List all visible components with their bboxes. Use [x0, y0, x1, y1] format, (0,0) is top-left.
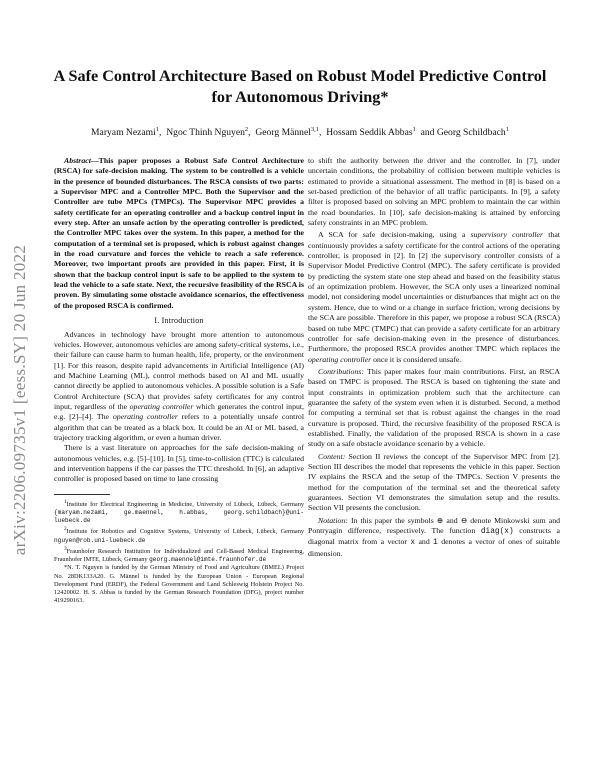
author: Maryam Nezami$^1$ — [91, 126, 160, 139]
left-column — [54, 156, 304, 605]
paper-title — [40, 66, 560, 108]
body-paragraph-sca: A SCA for safe decision-making, using a supervisory controller that continuously provides a safety certificate for the control actions of the operating controller, is proposed in [2]. In [2] the supervisory controller consists of a Supervisor Model Predictive Control (MPC). The safety certificate is provided by predicting the system state one step ahead and based on the feasibility status of an optimization problem. However, the SCA only uses a linearized nominal model, not considering model uncertainties or disturbances that might act on the system. Hence, due to wind or a change in surface friction, wrong decisions by the SCA are possible. Therefore in this paper, we propose a robust SCA (RSCA) based on tube MPC (TMPC) that can provide a safety certificate for an arbitrary controller for safe decision-making even in the presence of disturbances. Furthermore, the proposed RSCA provides another TMPC which replaces the operating controller once it is considered unsafe. — [308, 230, 560, 364]
abstract-text: —This paper proposes a Robust Safe Control Architecture (RSCA) for safe-decision making. The system to be controlled is a vehicle in the presence of bounded disturbances. The RSCA consists of two parts: a Supervisor MPC and a Controller MPC. Both the Supervisor and the Controller are tube MPCs (TMPCs). The Supervisor MPC provides a safety certificate for an operating controller and a backup control input in every step. After an unsafe action by the operating controller is predicted, the Controller MPC takes over the system. In this paper, a method for the computation of a terminal set is proposed, which is robust against changes in the road curvature and forces the vehicle to reach a safe reference. Moreover, two important proofs are provided in this paper. First, it is shown that the backup control input is safe to be applied to the system to lead the vehicle to a safe state. Next, the recursive feasibility of the RSCA is proven. By simulating some obstacle avoidance scenarios, the effectiveness of the proposed RSCA is confirmed. — [54, 156, 304, 310]
author: Hossam Seddik Abbas$^1$ — [326, 126, 416, 139]
abstract — [54, 156, 304, 311]
intro-paragraph-2: There is a vast literature on approaches for the safe decision-making of autonomous vehicles, e.g. [5]–[10]. In [5], time-to-collision (TTC) is calculated and intervention happens if the car passes the TTC threshold. In [6], an adaptive controller is proposed based on time to lane crossing — [54, 443, 304, 484]
content-paragraph: Content: Section II reviews the concept of the Supervisor MPC from [2]. Section III describes the model that represents the vehicle in this paper. Section IV explains the RSCA and the setup of the TMPCs. Section V presents the method for the computation of the terminal set and the theoretical safety guarantees. Section VI demonstrates the simulation setup and the results. Section VII presents the conclusion. — [308, 451, 560, 513]
title-line-1: A Safe Control Architecture Based on Robust Model Predictive Control — [53, 67, 547, 85]
footnote-divider — [54, 494, 110, 495]
footnote-2: $^2$Institute for Robotics and Cognitive Systems, University of Lübeck, Lübeck, Germany nguyen@rob.uni-luebeck.de — [54, 526, 304, 544]
author: and Georg Schildbach$^1$ — [420, 126, 509, 139]
contributions-paragraph: Contributions: This paper makes four main contributions. First, an RSCA based on TMPC is proposed. The RSCA is based on tightening the state and input constraints in optimization problem such that the architecture can guarantee the safety of the system even when it is disturbed. Second, a method for computing a terminal set that is robust against the changes in the road curvature is proposed. Third, the recursive feasibility of the proposed RSCA is established. Finally, the validation of the proposed RSCA is shown in a case study on a safe obstacle avoidance scenario by a vehicle. — [308, 366, 560, 449]
body-paragraph-continued: to shift the authority between the driver and the controller. In [7], under uncertain conditions, the probability of collision between multiple vehicles is estimated to provide a situational assessment. The method in [8] is based on a set-based prediction of the behavior of all traffic participants. In [9], a safety filter is proposed based on solving an MPC problem to maintain the car within the road boundaries. In [10], safe decision-making is attained by enforcing safety constraints in an MPC problem. — [308, 156, 560, 228]
contributions-label: Contributions: — [318, 366, 364, 376]
title-line-2: for Autonomous Driving* — [211, 88, 389, 106]
author: Georg Männel$^{3,1}$ — [255, 126, 320, 139]
right-column — [308, 156, 560, 559]
section-heading-introduction: I. Introduction — [154, 316, 204, 326]
arxiv-stamp — [10, 220, 30, 580]
author: Ngoc Thinh Nguyen$^2$ — [166, 126, 249, 139]
footnote-3: $^3$Fraunhofer Research Institution for Individualized and Cell-Based Medical Engineering, Fraunhofer IMTE, Lübeck, Germany georg.maennel@imte.fraunhofer.de — [54, 545, 304, 564]
footnote-1: $^1$Institute for Electrical Engineering in Medicine, University of Lübeck, Lübeck, Germany {maryam.nezami, ge.maennel, h.abbas, georg.schildbach}@uni-luebeck.de — [54, 498, 304, 525]
arxiv-stamp-text: arXiv:2206.09735v1 [eess.SY] 20 Jun 2022 — [10, 244, 29, 556]
notation-label: Notation: — [318, 515, 348, 525]
intro-paragraph-1: Advances in technology have brought more attention to autonomous vehicles. However, autonomous vehicles are among safety-critical systems, i.e., their failure can cause harm to human health, life, property, or the environment [1]. For this reason, despite rapid advancements in Artificial Intelligence (AI) and Machine Learning (ML), control methods based on AI and ML usually cannot directly be applied to autonomous vehicles. A possible solution is a Safe Control Architecture (SCA) that provides safety certificates for any control input, regardless of the operating controller which generates the control input, e.g. [2]–[4]. The operating controller refers to a potentially unsafe control algorithm that can be treated as a black box. It could be an AI or ML based, a trajectory tracking algorithm, or even a human driver. — [54, 329, 304, 442]
author-list: Maryam Nezami$^1$, Ngoc Thinh Nguyen$^2$, Georg Männel$^{3,1}$, Hossam Seddik Abbas$^1$ and Georg Schildbach$^1$ — [91, 126, 509, 139]
content-label: Content: — [318, 451, 346, 461]
abstract-label: Abstract — [64, 156, 91, 165]
footnote-funding: *N. T. Nguyen is funded by the German Ministry of Food and Agriculture (BMEL) Project No. 28DK133A20. G. Männel is funded by the European Union - European Regional Development Fund (ERDF), the Federal Government and Land Schleswig Holstein Project No. 12420002. H. S. Abbas is funded by the German Research Foundation (DFG), project number 419290163. — [54, 564, 304, 605]
footnotes — [54, 498, 304, 606]
notation-paragraph: Notation: In this paper the symbols ⊕ and ⊖ denote Minkowski sum and Pontryagin difference, respectively. The function diag(x) constructs a diagonal matrix from a vector x and 1 denotes a vector of ones of suitable dimension. — [308, 515, 561, 558]
